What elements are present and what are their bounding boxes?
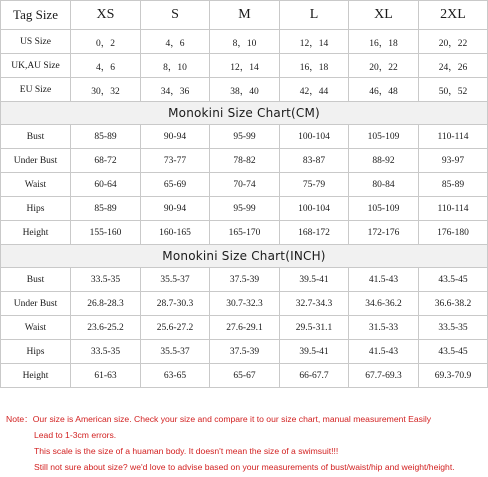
table-cell: 88-92: [349, 149, 419, 173]
table-cell: 20，22: [349, 54, 419, 78]
table-cell: 12，14: [210, 54, 280, 78]
section-title: Monokini Size Chart(INCH): [1, 245, 488, 268]
table-cell: 90-94: [141, 125, 210, 149]
note-line-4: Still not sure about size? we'd love to advise based on your measurements of bust/waist/hip and weight/height.: [34, 462, 455, 472]
table-cell: 33.5-35: [71, 268, 141, 292]
size-notes: [6, 411, 486, 475]
table-cell: 172-176: [349, 221, 419, 245]
table-cell: 93-97: [419, 149, 488, 173]
row-label: US Size: [1, 30, 71, 54]
table-cell: 160-165: [141, 221, 210, 245]
table-cell: 43.5-45: [419, 340, 488, 364]
tag-size-row: [1, 1, 488, 30]
note-line-2: Lead to 1-3cm errors.: [34, 430, 117, 440]
table-cell: 85-89: [71, 125, 141, 149]
table-cell: 80-84: [349, 173, 419, 197]
table-cell: 8，10: [210, 30, 280, 54]
inch-table-row: [1, 268, 488, 292]
table-cell: 4，6: [71, 54, 141, 78]
table-cell: 39.5-41: [280, 340, 349, 364]
table-cell: 35.5-37: [141, 340, 210, 364]
section-title: Monokini Size Chart(CM): [1, 102, 488, 125]
conversion-row: [1, 78, 488, 102]
note-line-1: Note：Our size is American size. Check your size and compare it to our size chart, manual measurement Easily: [6, 414, 432, 424]
table-cell: 50，52: [419, 78, 488, 102]
table-cell: 26.8-28.3: [71, 292, 141, 316]
table-cell: 36.6-38.2: [419, 292, 488, 316]
table-cell: 95-99: [210, 197, 280, 221]
table-cell: 83-87: [280, 149, 349, 173]
table-cell: 37.5-39: [210, 340, 280, 364]
table-cell: 30，32: [71, 78, 141, 102]
table-cell: 95-99: [210, 125, 280, 149]
table-cell: 105-109: [349, 197, 419, 221]
table-cell: 60-64: [71, 173, 141, 197]
cm-table-row: [1, 197, 488, 221]
row-label: Bust: [1, 125, 71, 149]
row-label: Hips: [1, 340, 71, 364]
size-chart-body: [1, 1, 488, 388]
table-cell: 65-69: [141, 173, 210, 197]
table-cell: 24，26: [419, 54, 488, 78]
table-cell: 25.6-27.2: [141, 316, 210, 340]
table-cell: 16，18: [280, 54, 349, 78]
row-label: EU Size: [1, 78, 71, 102]
table-cell: 31.5-33: [349, 316, 419, 340]
note-line-3: This scale is the size of a huaman body. It doesn't mean the size of a swimsuit!!!: [34, 446, 339, 456]
cm-section-header: [1, 102, 488, 125]
cm-table-row: [1, 221, 488, 245]
table-cell: 168-172: [280, 221, 349, 245]
table-cell: 100-104: [280, 125, 349, 149]
table-cell: 41.5-43: [349, 340, 419, 364]
tag-size-label: Tag Size: [1, 1, 71, 30]
table-cell: 35.5-37: [141, 268, 210, 292]
row-label: Height: [1, 221, 71, 245]
table-cell: 20，22: [419, 30, 488, 54]
table-cell: 165-170: [210, 221, 280, 245]
table-cell: 65-67: [210, 364, 280, 388]
table-cell: 29.5-31.1: [280, 316, 349, 340]
table-cell: 34，36: [141, 78, 210, 102]
table-cell: 32.7-34.3: [280, 292, 349, 316]
row-label: Under Bust: [1, 292, 71, 316]
table-cell: 110-114: [419, 125, 488, 149]
table-cell: 41.5-43: [349, 268, 419, 292]
size-header-xs: XS: [71, 1, 141, 30]
table-cell: 43.5-45: [419, 268, 488, 292]
table-cell: 28.7-30.3: [141, 292, 210, 316]
row-label: Height: [1, 364, 71, 388]
size-header-l: L: [280, 1, 349, 30]
table-cell: 0，2: [71, 30, 141, 54]
table-cell: 85-89: [71, 197, 141, 221]
table-cell: 46，48: [349, 78, 419, 102]
inch-table-row: [1, 364, 488, 388]
table-cell: 27.6-29.1: [210, 316, 280, 340]
table-cell: 176-180: [419, 221, 488, 245]
table-cell: 69.3-70.9: [419, 364, 488, 388]
row-label: Waist: [1, 316, 71, 340]
row-label: Waist: [1, 173, 71, 197]
table-cell: 33.5-35: [71, 340, 141, 364]
size-header-2xl: 2XL: [419, 1, 488, 30]
conversion-row: [1, 54, 488, 78]
table-cell: 38，40: [210, 78, 280, 102]
inch-table-row: [1, 340, 488, 364]
table-cell: 75-79: [280, 173, 349, 197]
table-cell: 78-82: [210, 149, 280, 173]
table-cell: 110-114: [419, 197, 488, 221]
table-cell: 155-160: [71, 221, 141, 245]
table-cell: 34.6-36.2: [349, 292, 419, 316]
table-cell: 85-89: [419, 173, 488, 197]
table-cell: 68-72: [71, 149, 141, 173]
table-cell: 4，6: [141, 30, 210, 54]
inch-table-row: [1, 316, 488, 340]
cm-table-row: [1, 173, 488, 197]
table-cell: 66-67.7: [280, 364, 349, 388]
row-label: UK,AU Size: [1, 54, 71, 78]
table-cell: 16，18: [349, 30, 419, 54]
table-cell: 23.6-25.2: [71, 316, 141, 340]
conversion-row: [1, 30, 488, 54]
table-cell: 73-77: [141, 149, 210, 173]
cm-table-row: [1, 125, 488, 149]
size-header-xl: XL: [349, 1, 419, 30]
table-cell: 39.5-41: [280, 268, 349, 292]
table-cell: 63-65: [141, 364, 210, 388]
table-cell: 61-63: [71, 364, 141, 388]
table-cell: 105-109: [349, 125, 419, 149]
table-cell: 12，14: [280, 30, 349, 54]
table-cell: 8，10: [141, 54, 210, 78]
row-label: Bust: [1, 268, 71, 292]
table-cell: 33.5-35: [419, 316, 488, 340]
size-header-s: S: [141, 1, 210, 30]
table-cell: 30.7-32.3: [210, 292, 280, 316]
table-cell: 67.7-69.3: [349, 364, 419, 388]
size-header-m: M: [210, 1, 280, 30]
row-label: Hips: [1, 197, 71, 221]
inch-table-row: [1, 292, 488, 316]
table-cell: 100-104: [280, 197, 349, 221]
table-cell: 42，44: [280, 78, 349, 102]
table-cell: 37.5-39: [210, 268, 280, 292]
table-cell: 90-94: [141, 197, 210, 221]
row-label: Under Bust: [1, 149, 71, 173]
inch-section-header: [1, 245, 488, 268]
cm-table-row: [1, 149, 488, 173]
table-cell: 70-74: [210, 173, 280, 197]
